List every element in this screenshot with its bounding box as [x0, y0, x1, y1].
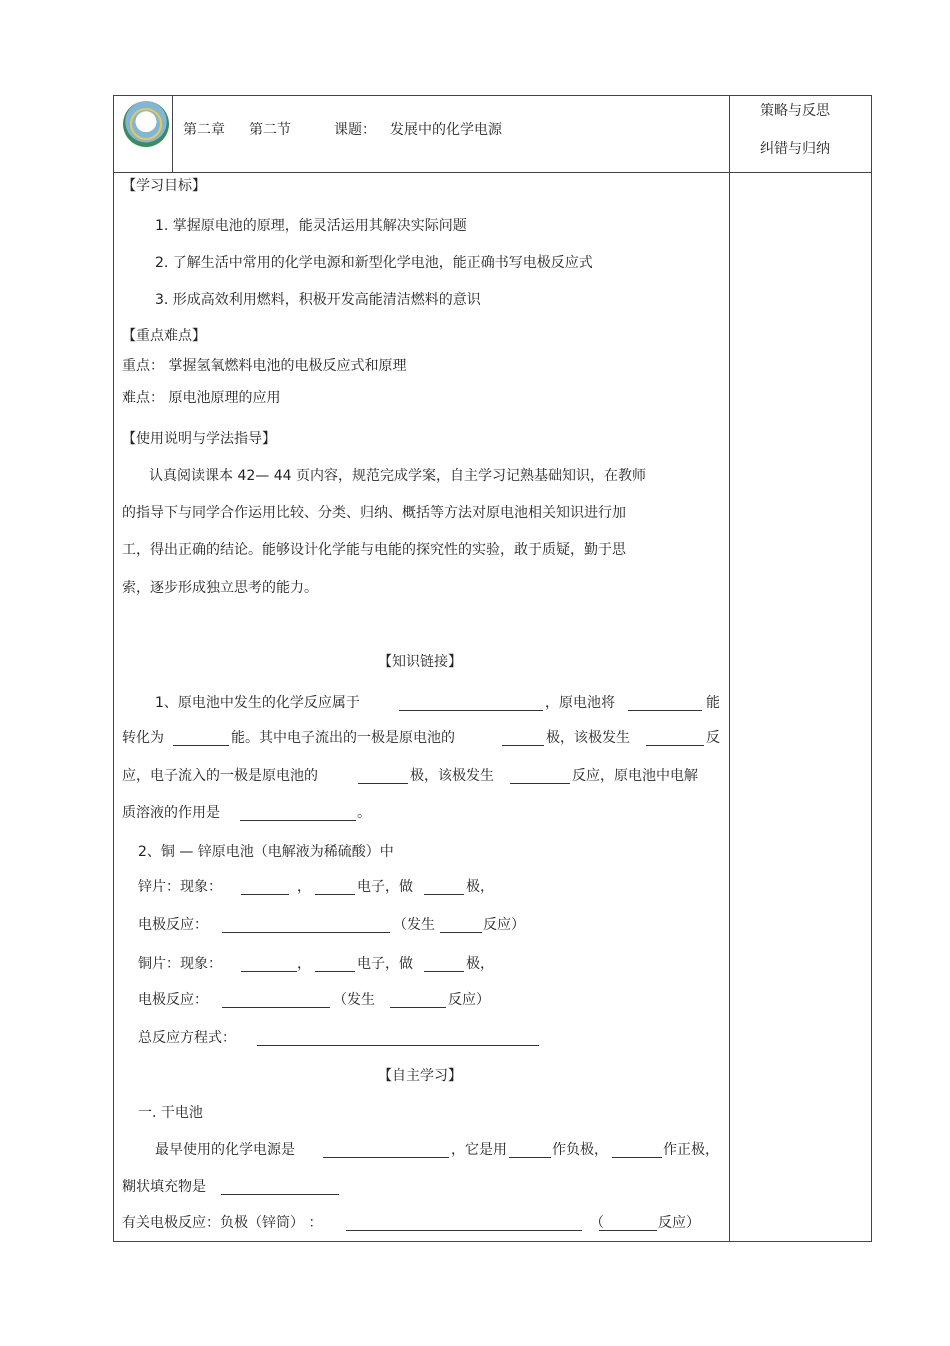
comma: ， — [297, 956, 311, 972]
dry-cell-text: 作正极， — [663, 1142, 719, 1158]
dry-cell-text: （ — [590, 1215, 604, 1231]
objective-item: 1. 掌握原电池的原理，能灵活运用其解决实际问题 — [155, 218, 467, 234]
total-equation-blank[interactable] — [257, 1031, 539, 1046]
q1-text: 极，该极发生 — [410, 768, 494, 784]
guide-line: 工，得出正确的结论。能够设计化学能与电能的探究性的实验，敢于质疑，勤于思 — [122, 542, 626, 558]
zn-blank-pole[interactable] — [424, 880, 464, 895]
header-divider — [114, 172, 871, 173]
dry-cell-blank-reaction-type[interactable] — [599, 1216, 657, 1231]
q1-text: 极，该极发生 — [546, 730, 630, 746]
dry-cell-blank-source[interactable] — [323, 1143, 449, 1158]
zn-text: 反应） — [483, 917, 525, 933]
knowledge-heading: 【知识链接】 — [378, 654, 462, 670]
guide-line: 的指导下与同学合作运用比较、分类、归纳、概括等方法对原电池相关知识进行加 — [122, 505, 626, 521]
q1-blank-in-pole[interactable] — [358, 769, 408, 784]
q1-blank-out-pole[interactable] — [502, 731, 544, 746]
section: 第二节 — [249, 122, 291, 138]
cu-blank-pole[interactable] — [424, 957, 464, 972]
guide-heading: 【使用说明与学法指导】 — [122, 431, 276, 447]
difficult-point: 难点： 原电池原理的应用 — [122, 390, 281, 406]
chapter: 第二章 — [183, 122, 225, 138]
cu-text: （发生 — [333, 992, 375, 1008]
dry-cell-blank-filler[interactable] — [221, 1180, 339, 1195]
side-title-correction: 纠错与归纳 — [760, 141, 830, 157]
cu-text: 电子，做 — [357, 956, 413, 972]
q1-blank-out-reaction[interactable] — [646, 731, 704, 746]
key-points-heading: 【重点难点】 — [122, 328, 206, 344]
q2-title: 2、铜 — 锌原电池（电解液为稀硫酸）中 — [138, 844, 394, 860]
dry-cell-text: 反应） — [658, 1215, 700, 1231]
dry-cell-blank-negative[interactable] — [509, 1143, 551, 1158]
dry-cell-text: 作负极， — [552, 1142, 608, 1158]
school-logo — [123, 101, 169, 147]
zn-blank-reaction-type[interactable] — [440, 918, 482, 933]
zn-electrode-label: 电极反应： — [138, 917, 208, 933]
objective-item: 3. 形成高效利用燃料，积极开发高能清洁燃料的意识 — [155, 292, 481, 308]
zn-blank-electron[interactable] — [315, 880, 355, 895]
dry-cell-blank-negative-reaction[interactable] — [346, 1216, 582, 1231]
cu-text: 反应） — [448, 992, 490, 1008]
q1-blank-reaction-type[interactable] — [399, 696, 543, 711]
q1-text: 应，电子流入的一极是原电池的 — [122, 768, 318, 784]
side-column-divider — [729, 96, 730, 1241]
zn-text: 极， — [466, 879, 494, 895]
objectives-heading: 【学习目标】 — [122, 178, 206, 194]
dry-cell-text: 糊状填充物是 — [122, 1179, 206, 1195]
q1-blank-in-reaction[interactable] — [510, 769, 570, 784]
q1-text: 。 — [357, 805, 371, 821]
zn-label: 锌片：现象： — [138, 879, 222, 895]
dry-cell-text: 最早使用的化学电源是 — [155, 1142, 295, 1158]
q1-text: 能。其中电子流出的一极是原电池的 — [231, 730, 455, 746]
cu-blank-electrode-reaction[interactable] — [222, 993, 330, 1008]
q1-text: 转化为 — [122, 730, 164, 746]
side-title-strategy: 策略与反思 — [760, 103, 830, 119]
topic-title: 发展中的化学电源 — [390, 122, 502, 138]
topic-label: 课题： — [334, 122, 376, 138]
q1-text: 反 — [706, 730, 720, 746]
cu-blank-reaction-type[interactable] — [390, 993, 446, 1008]
q1-text: 1、原电池中发生的化学反应属于 — [155, 695, 360, 711]
self-study-heading: 【自主学习】 — [378, 1068, 462, 1084]
q1-text: 反应，原电池中电解 — [572, 768, 698, 784]
cu-label: 铜片：现象： — [138, 956, 222, 972]
cu-electrode-label: 电极反应： — [138, 992, 208, 1008]
comma: ， — [297, 879, 311, 895]
q1-text: 质溶液的作用是 — [122, 805, 220, 821]
zn-text: 电子，做 — [357, 879, 413, 895]
q1-text: ，原电池将 — [545, 695, 615, 711]
q1-blank-energy-from[interactable] — [628, 696, 702, 711]
zn-text: （发生 — [393, 917, 435, 933]
dry-cell-text: 有关电极反应：负极（锌筒） ： — [122, 1215, 323, 1231]
self-study-item: 一. 干电池 — [138, 1105, 203, 1121]
q1-blank-electrolyte-role[interactable] — [240, 806, 356, 821]
zn-blank-electrode-reaction[interactable] — [222, 918, 390, 933]
dry-cell-blank-positive[interactable] — [612, 1143, 662, 1158]
q1-blank-energy-to[interactable] — [173, 731, 229, 746]
guide-line: 索，逐步形成独立思考的能力。 — [122, 580, 318, 596]
dry-cell-text: ，它是用 — [451, 1142, 507, 1158]
key-point: 重点： 掌握氢氧燃料电池的电极反应式和原理 — [122, 358, 407, 374]
logo-divider — [172, 96, 173, 172]
zn-blank-phenomenon[interactable] — [241, 880, 289, 895]
cu-blank-electron[interactable] — [315, 957, 355, 972]
q1-text: 能 — [706, 695, 720, 711]
guide-line: 认真阅读课本 42— 44 页内容，规范完成学案，自主学习记熟基础知识，在教师 — [149, 468, 646, 484]
cu-text: 极， — [466, 956, 494, 972]
objective-item: 2. 了解生活中常用的化学电源和新型化学电池，能正确书写电极反应式 — [155, 255, 593, 271]
cu-blank-phenomenon[interactable] — [241, 957, 297, 972]
total-equation-label: 总反应方程式： — [138, 1030, 236, 1046]
